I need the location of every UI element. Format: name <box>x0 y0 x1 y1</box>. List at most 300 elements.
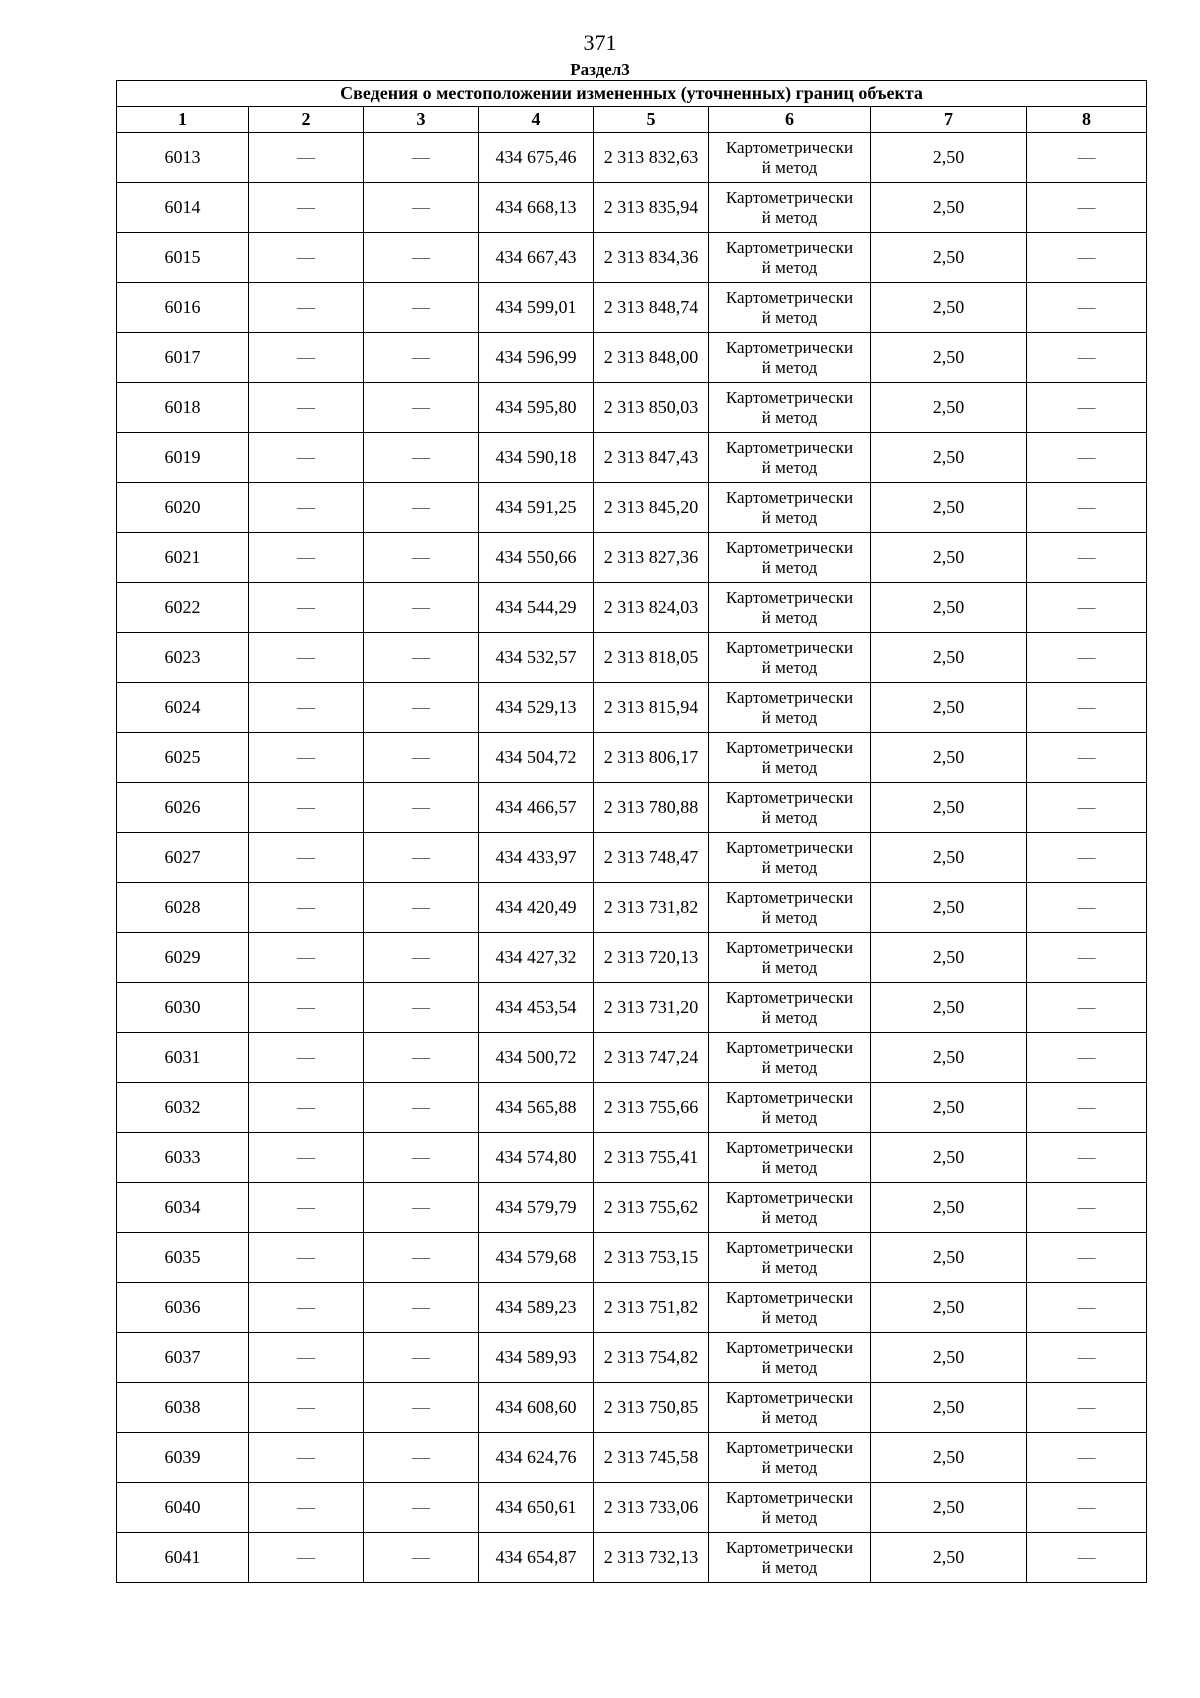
empty-value-cell: — <box>364 1233 479 1283</box>
table-row <box>117 183 1147 233</box>
method-line-1: Картометрически <box>725 1137 854 1157</box>
empty-value-cell: — <box>1027 1483 1147 1533</box>
table-row <box>117 1283 1147 1333</box>
x-coordinate-cell: 434 550,66 <box>479 533 594 583</box>
method-cell <box>709 733 871 783</box>
table-row <box>117 133 1147 183</box>
empty-value-cell: — <box>249 633 364 683</box>
method-line-1: Картометрически <box>725 437 854 457</box>
method-cell <box>709 683 871 733</box>
empty-value-cell: — <box>364 1133 479 1183</box>
empty-value-cell: — <box>1027 1383 1147 1433</box>
empty-value-cell: — <box>364 583 479 633</box>
accuracy-cell: 2,50 <box>871 1533 1027 1583</box>
table-row <box>117 733 1147 783</box>
y-coordinate-cell: 2 313 755,62 <box>594 1183 709 1233</box>
empty-value-cell: — <box>364 283 479 333</box>
method-cell <box>709 1333 871 1383</box>
point-number-cell: 6029 <box>117 933 249 983</box>
empty-value-cell: — <box>1027 1233 1147 1283</box>
point-number-cell: 6020 <box>117 483 249 533</box>
accuracy-cell: 2,50 <box>871 183 1027 233</box>
method-cell <box>709 983 871 1033</box>
method-cell <box>709 883 871 933</box>
accuracy-cell: 2,50 <box>871 683 1027 733</box>
method-cell <box>709 1033 871 1083</box>
point-number-cell: 6017 <box>117 333 249 383</box>
empty-value-cell: — <box>1027 1283 1147 1333</box>
method-cell <box>709 583 871 633</box>
accuracy-cell: 2,50 <box>871 833 1027 883</box>
method-line-2: й метод <box>761 557 818 577</box>
y-coordinate-cell: 2 313 747,24 <box>594 1033 709 1083</box>
method-line-2: й метод <box>761 1007 818 1027</box>
accuracy-cell: 2,50 <box>871 383 1027 433</box>
empty-value-cell: — <box>1027 1033 1147 1083</box>
accuracy-cell: 2,50 <box>871 733 1027 783</box>
empty-value-cell: — <box>364 333 479 383</box>
x-coordinate-cell: 434 544,29 <box>479 583 594 633</box>
y-coordinate-cell: 2 313 748,47 <box>594 833 709 883</box>
point-number-cell: 6031 <box>117 1033 249 1083</box>
column-number: 3 <box>364 107 479 133</box>
method-line-1: Картометрически <box>725 1037 854 1057</box>
accuracy-cell: 2,50 <box>871 1133 1027 1183</box>
page-number: 371 <box>583 30 617 55</box>
y-coordinate-cell: 2 313 835,94 <box>594 183 709 233</box>
y-coordinate-cell: 2 313 845,20 <box>594 483 709 533</box>
empty-value-cell: — <box>1027 1533 1147 1583</box>
empty-value-cell: — <box>1027 883 1147 933</box>
table-caption: Сведения о местоположении измененных (уточненных) границ объекта <box>117 81 1147 107</box>
empty-value-cell: — <box>364 633 479 683</box>
accuracy-cell: 2,50 <box>871 1283 1027 1333</box>
y-coordinate-cell: 2 313 815,94 <box>594 683 709 733</box>
y-coordinate-cell: 2 313 745,58 <box>594 1433 709 1483</box>
method-line-2: й метод <box>761 357 818 377</box>
point-number-cell: 6026 <box>117 783 249 833</box>
empty-value-cell: — <box>1027 283 1147 333</box>
method-line-1: Картометрически <box>725 1487 854 1507</box>
point-number-cell: 6016 <box>117 283 249 333</box>
method-cell <box>709 1533 871 1583</box>
method-cell <box>709 1083 871 1133</box>
x-coordinate-cell: 434 650,61 <box>479 1483 594 1533</box>
empty-value-cell: — <box>364 133 479 183</box>
accuracy-cell: 2,50 <box>871 883 1027 933</box>
method-line-1: Картометрически <box>725 187 854 207</box>
empty-value-cell: — <box>249 833 364 883</box>
method-line-1: Картометрически <box>725 487 854 507</box>
method-line-1: Картометрически <box>725 337 854 357</box>
method-line-2: й метод <box>761 1457 818 1477</box>
empty-value-cell: — <box>1027 833 1147 883</box>
method-line-1: Картометрически <box>725 1187 854 1207</box>
point-number-cell: 6036 <box>117 1283 249 1333</box>
x-coordinate-cell: 434 624,76 <box>479 1433 594 1483</box>
method-cell <box>709 1483 871 1533</box>
method-line-2: й метод <box>761 1257 818 1277</box>
accuracy-cell: 2,50 <box>871 133 1027 183</box>
accuracy-cell: 2,50 <box>871 933 1027 983</box>
accuracy-cell: 2,50 <box>871 283 1027 333</box>
method-cell <box>709 1133 871 1183</box>
empty-value-cell: — <box>364 1483 479 1533</box>
method-line-2: й метод <box>761 657 818 677</box>
y-coordinate-cell: 2 313 834,36 <box>594 233 709 283</box>
method-line-1: Картометрически <box>725 737 854 757</box>
table-row <box>117 1033 1147 1083</box>
x-coordinate-cell: 434 504,72 <box>479 733 594 783</box>
method-line-2: й метод <box>761 1307 818 1327</box>
empty-value-cell: — <box>249 1233 364 1283</box>
method-line-1: Картометрически <box>725 937 854 957</box>
method-cell <box>709 933 871 983</box>
method-line-1: Картометрически <box>725 687 854 707</box>
y-coordinate-cell: 2 313 755,41 <box>594 1133 709 1183</box>
empty-value-cell: — <box>1027 433 1147 483</box>
table-row <box>117 583 1147 633</box>
x-coordinate-cell: 434 574,80 <box>479 1133 594 1183</box>
method-line-2: й метод <box>761 507 818 527</box>
point-number-cell: 6019 <box>117 433 249 483</box>
method-line-2: й метод <box>761 907 818 927</box>
method-line-2: й метод <box>761 807 818 827</box>
method-cell <box>709 1233 871 1283</box>
empty-value-cell: — <box>1027 133 1147 183</box>
table-row <box>117 1183 1147 1233</box>
point-number-cell: 6039 <box>117 1433 249 1483</box>
method-cell <box>709 1183 871 1233</box>
method-cell <box>709 133 871 183</box>
point-number-cell: 6018 <box>117 383 249 433</box>
y-coordinate-cell: 2 313 818,05 <box>594 633 709 683</box>
empty-value-cell: — <box>364 233 479 283</box>
y-coordinate-cell: 2 313 720,13 <box>594 933 709 983</box>
table-row <box>117 1133 1147 1183</box>
table-row <box>117 1433 1147 1483</box>
x-coordinate-cell: 434 420,49 <box>479 883 594 933</box>
empty-value-cell: — <box>1027 1083 1147 1133</box>
column-number: 1 <box>117 107 249 133</box>
point-number-cell: 6030 <box>117 983 249 1033</box>
y-coordinate-cell: 2 313 848,74 <box>594 283 709 333</box>
empty-value-cell: — <box>249 133 364 183</box>
method-line-1: Картометрически <box>725 987 854 1007</box>
empty-value-cell: — <box>364 883 479 933</box>
method-line-1: Картометрически <box>725 1237 854 1257</box>
method-line-1: Картометрически <box>725 237 854 257</box>
empty-value-cell: — <box>249 483 364 533</box>
method-cell <box>709 533 871 583</box>
accuracy-cell: 2,50 <box>871 533 1027 583</box>
method-line-2: й метод <box>761 157 818 177</box>
x-coordinate-cell: 434 591,25 <box>479 483 594 533</box>
table-row <box>117 233 1147 283</box>
accuracy-cell: 2,50 <box>871 483 1027 533</box>
table-row <box>117 1233 1147 1283</box>
empty-value-cell: — <box>364 1533 479 1583</box>
y-coordinate-cell: 2 313 753,15 <box>594 1233 709 1283</box>
method-cell <box>709 1383 871 1433</box>
accuracy-cell: 2,50 <box>871 783 1027 833</box>
empty-value-cell: — <box>364 1083 479 1133</box>
x-coordinate-cell: 434 466,57 <box>479 783 594 833</box>
empty-value-cell: — <box>364 1433 479 1483</box>
empty-value-cell: — <box>249 1383 364 1433</box>
method-line-2: й метод <box>761 1557 818 1577</box>
method-line-1: Картометрически <box>725 1437 854 1457</box>
table-row <box>117 433 1147 483</box>
table-row <box>117 683 1147 733</box>
x-coordinate-cell: 434 599,01 <box>479 283 594 333</box>
column-number: 4 <box>479 107 594 133</box>
method-cell <box>709 1433 871 1483</box>
column-number: 7 <box>871 107 1027 133</box>
empty-value-cell: — <box>249 233 364 283</box>
method-line-1: Картометрически <box>725 1287 854 1307</box>
point-number-cell: 6024 <box>117 683 249 733</box>
table-row <box>117 283 1147 333</box>
accuracy-cell: 2,50 <box>871 1233 1027 1283</box>
method-cell <box>709 1283 871 1333</box>
empty-value-cell: — <box>1027 1333 1147 1383</box>
method-cell <box>709 383 871 433</box>
x-coordinate-cell: 434 654,87 <box>479 1533 594 1583</box>
empty-value-cell: — <box>364 1333 479 1383</box>
method-cell <box>709 433 871 483</box>
table-row <box>117 633 1147 683</box>
method-line-1: Картометрически <box>725 887 854 907</box>
table-row <box>117 383 1147 433</box>
empty-value-cell: — <box>249 1333 364 1383</box>
empty-value-cell: — <box>1027 983 1147 1033</box>
empty-value-cell: — <box>249 583 364 633</box>
accuracy-cell: 2,50 <box>871 1433 1027 1483</box>
empty-value-cell: — <box>249 533 364 583</box>
point-number-cell: 6040 <box>117 1483 249 1533</box>
method-line-2: й метод <box>761 1207 818 1227</box>
accuracy-cell: 2,50 <box>871 1483 1027 1533</box>
empty-value-cell: — <box>1027 1133 1147 1183</box>
point-number-cell: 6013 <box>117 133 249 183</box>
empty-value-cell: — <box>249 383 364 433</box>
y-coordinate-cell: 2 313 750,85 <box>594 1383 709 1433</box>
method-line-2: й метод <box>761 707 818 727</box>
empty-value-cell: — <box>364 183 479 233</box>
point-number-cell: 6035 <box>117 1233 249 1283</box>
empty-value-cell: — <box>249 683 364 733</box>
table-row <box>117 1533 1147 1583</box>
point-number-cell: 6027 <box>117 833 249 883</box>
method-cell <box>709 183 871 233</box>
empty-value-cell: — <box>364 533 479 583</box>
accuracy-cell: 2,50 <box>871 983 1027 1033</box>
table-row <box>117 333 1147 383</box>
method-line-2: й метод <box>761 607 818 627</box>
method-line-1: Картометрически <box>725 1087 854 1107</box>
empty-value-cell: — <box>1027 783 1147 833</box>
y-coordinate-cell: 2 313 848,00 <box>594 333 709 383</box>
method-line-2: й метод <box>761 407 818 427</box>
method-cell <box>709 633 871 683</box>
method-line-1: Картометрически <box>725 837 854 857</box>
point-number-cell: 6014 <box>117 183 249 233</box>
method-line-2: й метод <box>761 1407 818 1427</box>
accuracy-cell: 2,50 <box>871 583 1027 633</box>
x-coordinate-cell: 434 565,88 <box>479 1083 594 1133</box>
method-line-1: Картометрически <box>725 787 854 807</box>
accuracy-cell: 2,50 <box>871 1333 1027 1383</box>
point-number-cell: 6037 <box>117 1333 249 1383</box>
empty-value-cell: — <box>249 1183 364 1233</box>
point-number-cell: 6041 <box>117 1533 249 1583</box>
method-line-1: Картометрически <box>725 387 854 407</box>
point-number-cell: 6023 <box>117 633 249 683</box>
empty-value-cell: — <box>249 1133 364 1183</box>
method-line-1: Картометрически <box>725 1387 854 1407</box>
empty-value-cell: — <box>1027 333 1147 383</box>
point-number-cell: 6028 <box>117 883 249 933</box>
coordinates-table <box>116 80 1147 1583</box>
accuracy-cell: 2,50 <box>871 1083 1027 1133</box>
method-line-2: й метод <box>761 1357 818 1377</box>
empty-value-cell: — <box>249 733 364 783</box>
empty-value-cell: — <box>364 433 479 483</box>
point-number-cell: 6015 <box>117 233 249 283</box>
x-coordinate-cell: 434 589,93 <box>479 1333 594 1383</box>
empty-value-cell: — <box>1027 233 1147 283</box>
method-cell <box>709 833 871 883</box>
empty-value-cell: — <box>364 833 479 883</box>
point-number-cell: 6022 <box>117 583 249 633</box>
method-line-1: Картометрически <box>725 1337 854 1357</box>
empty-value-cell: — <box>364 1283 479 1333</box>
empty-value-cell: — <box>1027 1183 1147 1233</box>
column-numbers-row <box>117 107 1147 133</box>
column-number: 5 <box>594 107 709 133</box>
empty-value-cell: — <box>364 733 479 783</box>
point-number-cell: 6033 <box>117 1133 249 1183</box>
x-coordinate-cell: 434 529,13 <box>479 683 594 733</box>
column-number: 6 <box>709 107 871 133</box>
method-line-1: Картометрически <box>725 637 854 657</box>
empty-value-cell: — <box>249 1033 364 1083</box>
table-body <box>117 133 1147 1583</box>
empty-value-cell: — <box>1027 583 1147 633</box>
point-number-cell: 6032 <box>117 1083 249 1133</box>
empty-value-cell: — <box>364 933 479 983</box>
table-row <box>117 833 1147 883</box>
section-label: Раздел3 <box>570 60 630 79</box>
x-coordinate-cell: 434 427,32 <box>479 933 594 983</box>
method-line-1: Картометрически <box>725 1537 854 1557</box>
x-coordinate-cell: 434 667,43 <box>479 233 594 283</box>
point-number-cell: 6034 <box>117 1183 249 1233</box>
method-line-2: й метод <box>761 1107 818 1127</box>
method-line-2: й метод <box>761 1507 818 1527</box>
method-line-2: й метод <box>761 1057 818 1077</box>
table-row <box>117 933 1147 983</box>
empty-value-cell: — <box>249 183 364 233</box>
empty-value-cell: — <box>249 433 364 483</box>
x-coordinate-cell: 434 532,57 <box>479 633 594 683</box>
empty-value-cell: — <box>364 1383 479 1433</box>
point-number-cell: 6038 <box>117 1383 249 1433</box>
empty-value-cell: — <box>364 383 479 433</box>
x-coordinate-cell: 434 579,79 <box>479 1183 594 1233</box>
method-cell <box>709 333 871 383</box>
empty-value-cell: — <box>364 783 479 833</box>
method-line-1: Картометрически <box>725 537 854 557</box>
method-line-2: й метод <box>761 207 818 227</box>
empty-value-cell: — <box>1027 183 1147 233</box>
method-line-2: й метод <box>761 957 818 977</box>
y-coordinate-cell: 2 313 832,63 <box>594 133 709 183</box>
empty-value-cell: — <box>1027 683 1147 733</box>
empty-value-cell: — <box>1027 533 1147 583</box>
accuracy-cell: 2,50 <box>871 1383 1027 1433</box>
accuracy-cell: 2,50 <box>871 433 1027 483</box>
y-coordinate-cell: 2 313 751,82 <box>594 1283 709 1333</box>
empty-value-cell: — <box>1027 733 1147 783</box>
empty-value-cell: — <box>249 783 364 833</box>
x-coordinate-cell: 434 590,18 <box>479 433 594 483</box>
method-line-1: Картометрически <box>725 587 854 607</box>
y-coordinate-cell: 2 313 733,06 <box>594 1483 709 1533</box>
method-line-2: й метод <box>761 307 818 327</box>
method-cell <box>709 783 871 833</box>
table-row <box>117 1483 1147 1533</box>
accuracy-cell: 2,50 <box>871 333 1027 383</box>
empty-value-cell: — <box>249 283 364 333</box>
x-coordinate-cell: 434 668,13 <box>479 183 594 233</box>
x-coordinate-cell: 434 675,46 <box>479 133 594 183</box>
method-line-2: й метод <box>761 457 818 477</box>
table-row <box>117 983 1147 1033</box>
x-coordinate-cell: 434 453,54 <box>479 983 594 1033</box>
y-coordinate-cell: 2 313 732,13 <box>594 1533 709 1583</box>
empty-value-cell: — <box>249 333 364 383</box>
empty-value-cell: — <box>249 933 364 983</box>
accuracy-cell: 2,50 <box>871 1033 1027 1083</box>
empty-value-cell: — <box>364 983 479 1033</box>
table-row <box>117 533 1147 583</box>
x-coordinate-cell: 434 433,97 <box>479 833 594 883</box>
table-caption-row <box>117 81 1147 107</box>
x-coordinate-cell: 434 608,60 <box>479 1383 594 1433</box>
method-line-2: й метод <box>761 257 818 277</box>
method-line-1: Картометрически <box>725 137 854 157</box>
y-coordinate-cell: 2 313 850,03 <box>594 383 709 433</box>
empty-value-cell: — <box>364 1033 479 1083</box>
empty-value-cell: — <box>1027 933 1147 983</box>
accuracy-cell: 2,50 <box>871 1183 1027 1233</box>
method-cell <box>709 233 871 283</box>
table-row <box>117 483 1147 533</box>
empty-value-cell: — <box>1027 1433 1147 1483</box>
empty-value-cell: — <box>249 883 364 933</box>
empty-value-cell: — <box>249 1483 364 1533</box>
empty-value-cell: — <box>249 983 364 1033</box>
empty-value-cell: — <box>1027 383 1147 433</box>
empty-value-cell: — <box>1027 633 1147 683</box>
accuracy-cell: 2,50 <box>871 233 1027 283</box>
empty-value-cell: — <box>364 1183 479 1233</box>
y-coordinate-cell: 2 313 731,82 <box>594 883 709 933</box>
accuracy-cell: 2,50 <box>871 633 1027 683</box>
x-coordinate-cell: 434 589,23 <box>479 1283 594 1333</box>
